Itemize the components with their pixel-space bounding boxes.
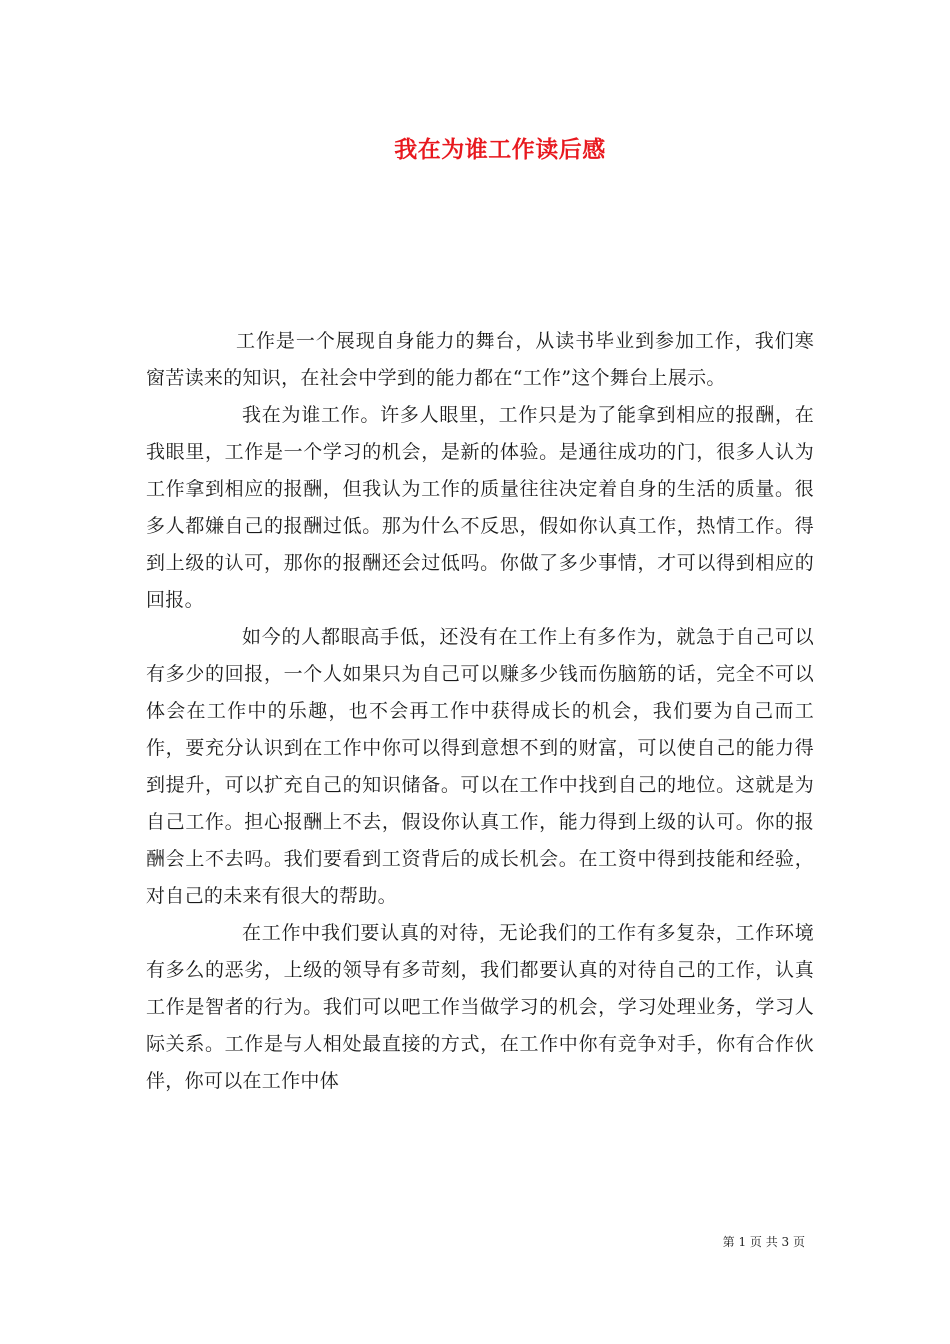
page-number-footer: 第 1 页 共 3 页 <box>722 1235 805 1249</box>
paragraph: 如今的人都眼高手低，还没有在工作上有多作为，就急于自己可以有多少的回报，一个人如果只为自己可以赚多少钱而伤脑筋的话，完全不可以体会在工作中的乐趣，也不会再工作中获得成长的机会，我们要为自己而工作，要充分认识到在工作中你可以得到意想不到的财富，可以使自己的能力得到提升，可以扩充自己的知识储备。可以在工作中找到自己的地位。这就是为自己工作。担心报酬上不去，假设你认真工作，能力得到上级的认可。你的报酬会上不去吗。我们要看到工资背后的成长机会。在工资中得到技能和经验，对自己的未来有很大的帮助。 <box>146 626 814 907</box>
paragraph: 我在为谁工作。许多人眼里，工作只是为了能拿到相应的报酬，在我眼里，工作是一个学习的机会，是新的体验。是通往成功的门，很多人认为工作拿到相应的报酬，但我认为工作的质量往往决定着自身的生活的质量。很多人都嫌自己的报酬过低。那为什么不反思，假如你认真工作，热情工作。得到上级的认可，那你的报酬还会过低吗。你做了多少事情，才可以得到相应的回报。 <box>146 404 814 611</box>
paragraph: 在工作中我们要认真的对待，无论我们的工作有多复杂，工作环境有多么的恶劣，上级的领导有多苛刻，我们都要认真的对待自己的工作，认真工作是智者的行为。我们可以吧工作当做学习的机会，学习处理业务，学习人际关系。工作是与人相处最直接的方式，在工作中你有竞争对手，你有合作伙伴，你可以在工作中体 <box>146 922 814 1092</box>
paragraph: 工作是一个展现自身能力的舞台，从读书毕业到参加工作，我们寒窗苦读来的知识，在社会中学到的能力都在“工作”这个舞台上展示。 <box>146 330 814 389</box>
document-body <box>146 323 814 1100</box>
document-title: 我在为谁工作读后感 <box>394 136 606 163</box>
